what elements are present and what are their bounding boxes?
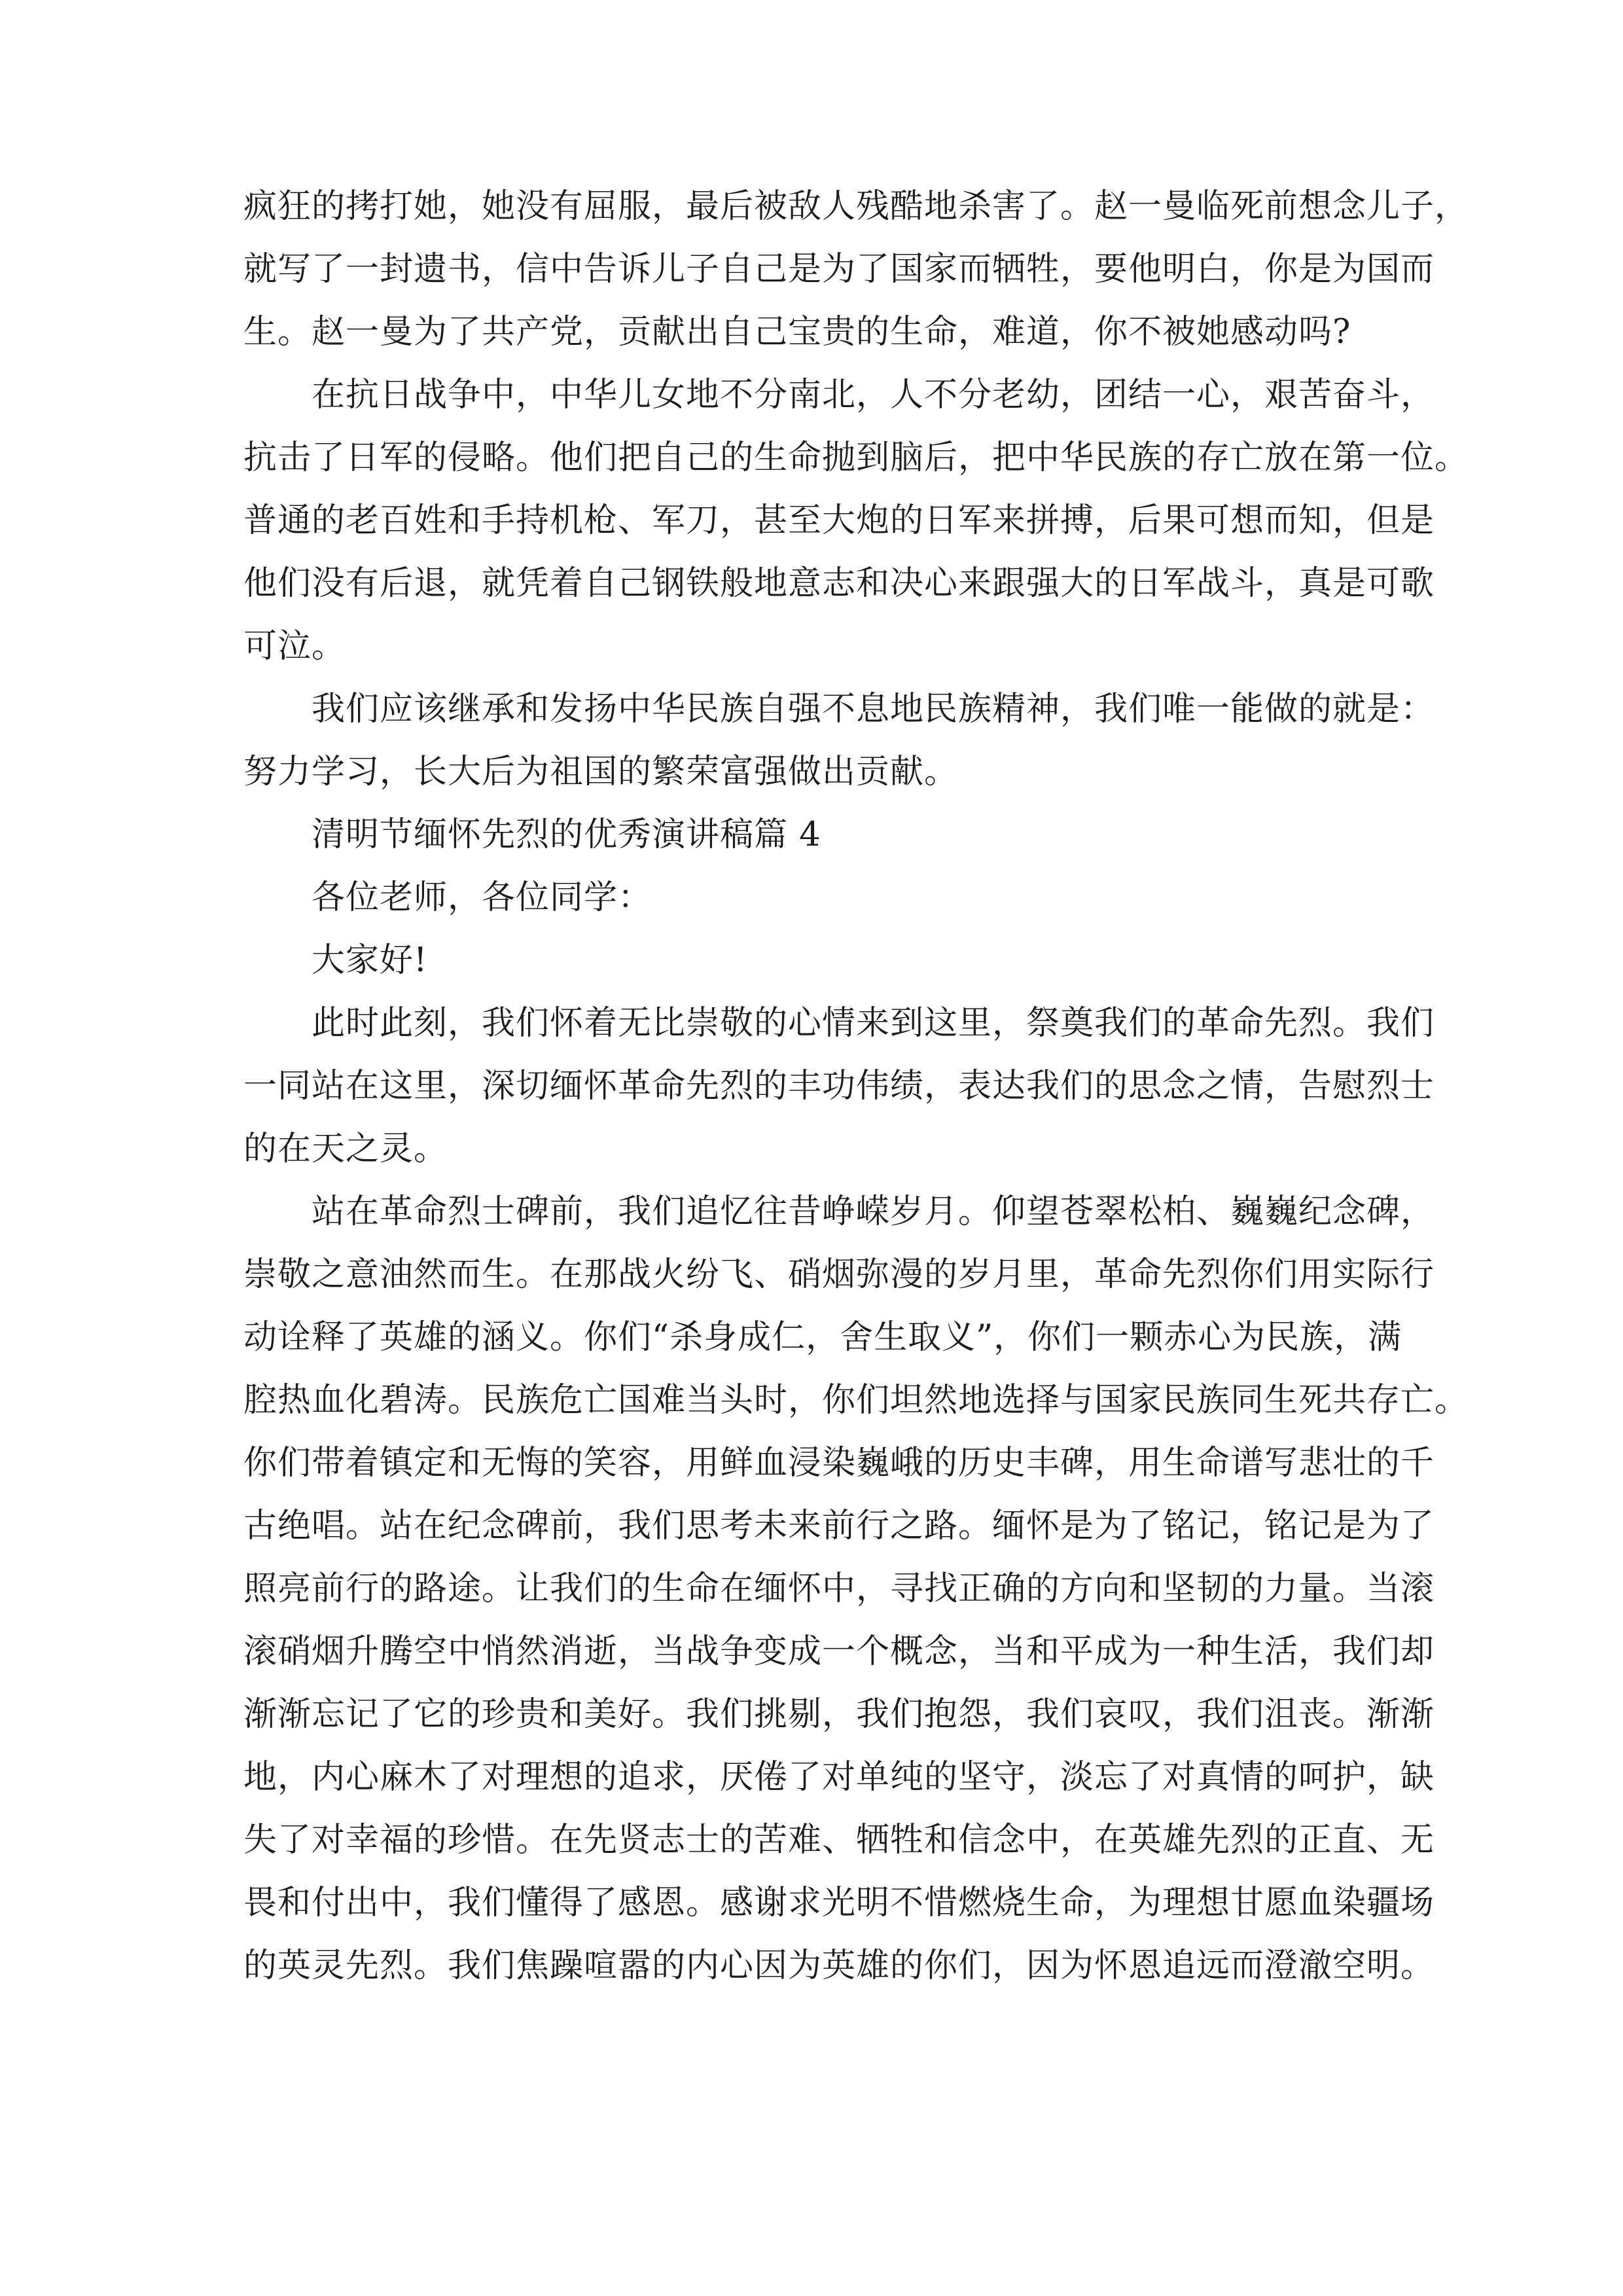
text-line: 抗击了日军的侵略。他们把自己的生命抛到脑后，把中华民族的存亡放在第一位。 [243,439,1469,477]
text-line: 崇敬之意油然而生。在那战火纷飞、硝烟弥漫的岁月里，革命先烈你们用实际行 [243,1255,1435,1294]
text-line: 古绝唱。站在纪念碑前，我们思考未来前行之路。缅怀是为了铭记，铭记是为了 [243,1507,1435,1545]
text-line: 就写了一封遗书，信中告诉儿子自己是为了国家而牺牲，要他明白，你是为国而 [243,250,1435,289]
text-line: 生。赵一曼为了共产党，贡献出自己宝贵的生命，难道，你不被她感动吗? [243,313,1351,351]
text-line: 一同站在这里，深切缅怀革命先烈的丰功伟绩，表达我们的思念之情，告慰烈士 [243,1067,1435,1105]
text-line: 他们没有后退，就凭着自己钢铁般地意志和决心来跟强大的日军战斗，真是可歌 [243,564,1435,603]
text-line: 的英灵先烈。我们焦躁喧嚣的内心因为英雄的你们，因为怀恩追远而澄澈空明。 [243,1946,1435,1985]
text-line: 此时此刻，我们怀着无比崇敬的心情来到这里，祭奠我们的革命先烈。我们 [312,1004,1435,1043]
text-line: 腔热血化碧涛。民族危亡国难当头时，你们坦然地选择与国家民族同生死共存亡。 [243,1381,1469,1420]
text-line: 站在革命烈士碑前，我们追忆往昔峥嵘岁月。仰望苍翠松柏、巍巍纪念碑， [312,1193,1435,1231]
text-line: 失了对幸福的珍惜。在先贤志士的苦难、牺牲和信念中，在英雄先烈的正直、无 [243,1821,1435,1859]
text-line: 动诠释了英雄的涵义。你们“杀身成仁，舍生取义”，你们一颗赤心为民族，满 [243,1318,1402,1357]
text-line: 你们带着镇定和无悔的笑容，用鲜血浸染巍峨的历史丰碑，用生命谱写悲壮的千 [243,1444,1435,1482]
text-line: 普通的老百姓和手持机枪、军刀，甚至大炮的日军来拼搏，后果可想而知，但是 [243,501,1435,540]
text-line: 渐渐忘记了它的珍贵和美好。我们挑剔，我们抱怨，我们哀叹，我们沮丧。渐渐 [243,1695,1435,1734]
text-line: 我们应该继承和发扬中华民族自强不息地民族精神，我们唯一能做的就是： [312,690,1435,728]
text-line: 畏和付出中，我们懂得了感恩。感谢求光明不惜燃烧生命，为理想甘愿血染疆场 [243,1884,1435,1922]
text-line: 照亮前行的路途。让我们的生命在缅怀中，寻找正确的方向和坚韧的力量。当滚 [243,1570,1435,1608]
text-line: 疯狂的拷打她，她没有屈服，最后被敌人残酷地杀害了。赵一曼临死前想念儿子， [243,187,1469,226]
text-line: 各位老师，各位同学： [312,878,652,917]
text-line: 在抗日战争中，中华儿女地不分南北，人不分老幼，团结一心，艰苦奋斗， [312,376,1435,414]
text-line: 地，内心麻木了对理想的追求，厌倦了对单纯的坚守，淡忘了对真情的呵护，缺 [243,1758,1435,1797]
text-line: 滚硝烟升腾空中悄然消逝，当战争变成一个概念，当和平成为一种生活，我们却 [243,1632,1435,1671]
text-line: 大家好! [312,941,428,980]
text-line: 努力学习，长大后为祖国的繁荣富强做出贡献。 [243,753,959,791]
text-line: 可泣。 [243,627,346,666]
text-line: 清明节缅怀先烈的优秀演讲稿篇 4 [312,816,821,854]
document-body [243,175,1469,1998]
text-line: 的在天之灵。 [243,1130,448,1168]
